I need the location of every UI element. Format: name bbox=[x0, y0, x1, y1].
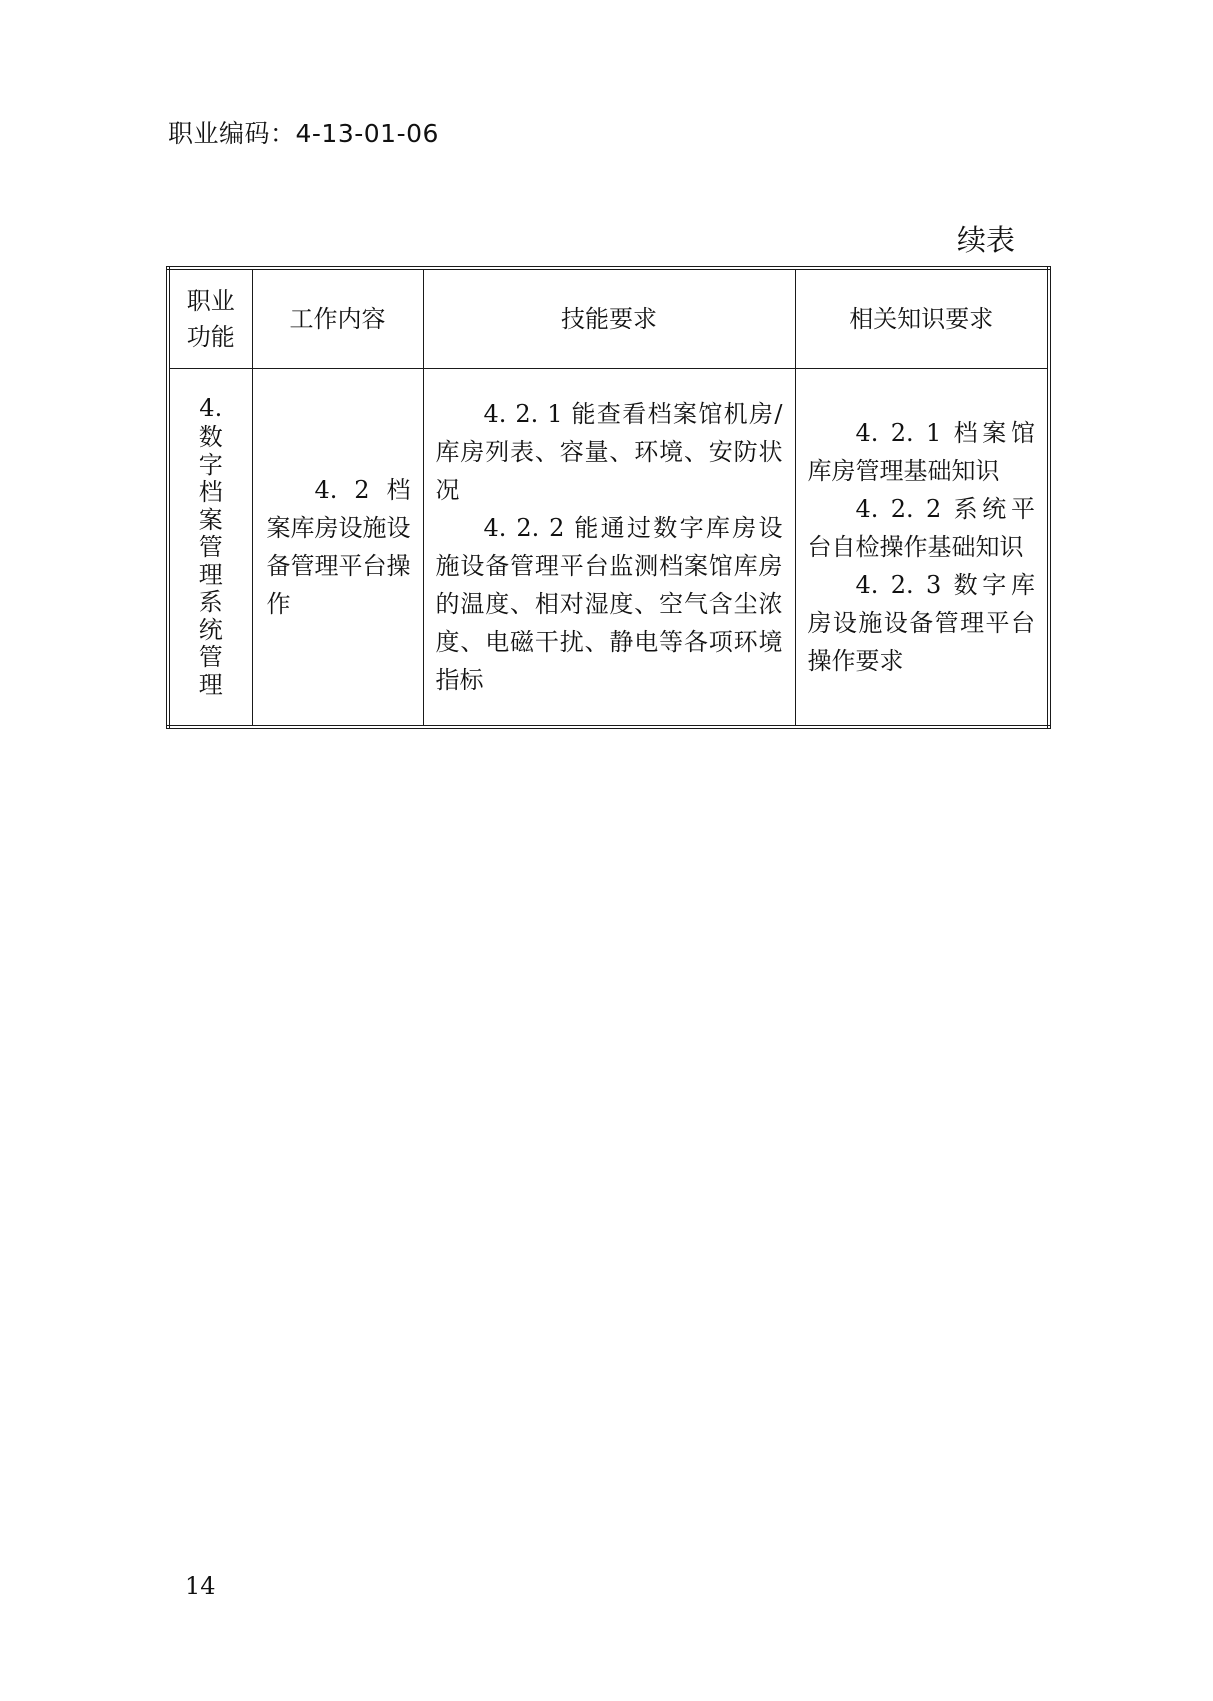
skill-item: 4. 2. 1 能查看档案馆机房/库房列表、容量、环境、安防状况 bbox=[435, 399, 783, 504]
table-header-row bbox=[168, 268, 1049, 368]
knowledge-item: 4. 2. 3 数字库房设施设备管理平台操作要求 bbox=[807, 570, 1035, 675]
table-row bbox=[168, 368, 1049, 727]
header-function bbox=[168, 268, 252, 368]
header-function-line2: 功能 bbox=[186, 322, 235, 351]
knowledge-item: 4. 2. 2 系统平台自检操作基础知识 bbox=[807, 494, 1035, 561]
work-content-cell bbox=[252, 368, 423, 727]
function-name: 数字档案管理系统管理 bbox=[198, 423, 223, 699]
function-number: 4. bbox=[199, 393, 223, 422]
skill-item: 4. 2. 2 能通过数字库房设施设备管理平台监测档案馆库房的温度、相对湿度、空气含尘浓度、电磁干扰、静电等各项环境指标 bbox=[435, 513, 783, 694]
function-cell bbox=[168, 368, 252, 727]
knowledge-cell bbox=[795, 368, 1049, 727]
header-skill-requirements: 技能要求 bbox=[423, 268, 795, 368]
requirements-table bbox=[166, 266, 1051, 729]
work-content-text: 4. 2 档案库房设施设备管理平台操作 bbox=[266, 475, 411, 618]
knowledge-item: 4. 2. 1 档案馆库房管理基础知识 bbox=[807, 418, 1035, 485]
header-knowledge-requirements: 相关知识要求 bbox=[795, 268, 1049, 368]
header-function-line1: 职业 bbox=[186, 286, 235, 315]
skill-cell bbox=[423, 368, 795, 727]
occupation-code: 职业编码：4-13-01-06 bbox=[168, 119, 439, 148]
page-number: 14 bbox=[185, 1572, 216, 1600]
continued-label: 续表 bbox=[957, 223, 1016, 257]
header-work-content: 工作内容 bbox=[252, 268, 423, 368]
